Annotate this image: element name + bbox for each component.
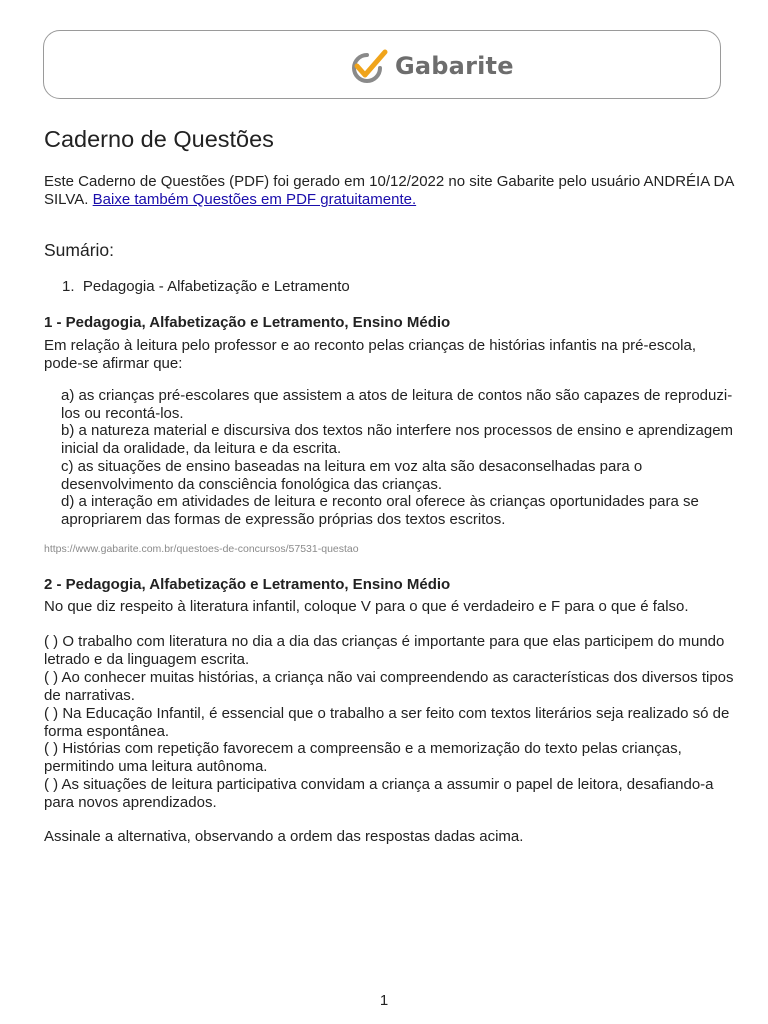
page-title: Caderno de Questões [44, 126, 274, 152]
summary-list [62, 278, 350, 295]
summary-item-number: 1. [62, 278, 75, 295]
option-a: a) as crianças pré-escolares que assistem a atos de leitura de contos não são capazes de reproduzi-los ou recontá-los. [61, 387, 733, 422]
tf-statement: ( ) Ao conhecer muitas histórias, a criança não vai compreendendo as características dos diversos tipos de narrativas. [44, 668, 734, 704]
tf-statement: ( ) O trabalho com literatura no dia a dia das crianças é importante para que elas participem do mundo letrado e da linguagem escrita. [44, 633, 725, 668]
question-1-statement: Em relação à leitura pelo professor e ao reconto pelas crianças de histórias infantis na pré-escola, pode-se afirmar que: [44, 337, 697, 372]
question-2-statement: No que diz respeito à literatura infantil, coloque V para o que é verdadeiro e F para o que é falso. [44, 598, 689, 615]
option-d: d) a interação em atividades de leitura e reconto oral oferece às crianças oportunidades para se apropriarem das formas de expressão próprias dos textos escritos. [61, 493, 699, 528]
header-logo-box [43, 30, 721, 99]
question-2-statements [44, 633, 734, 812]
question-1-heading: 1 - Pedagogia, Alfabetização e Letramento, Ensino Médio [44, 314, 451, 331]
tf-statement: ( ) As situações de leitura participativa convidam a criança a assumir o papel de leitora, desafiando-a para novos aprendizados. [44, 776, 714, 812]
intro-text: Este Caderno de Questões (PDF) foi gerado em 10/12/2022 no site Gabarite pelo usuário ANDRÉIA DA SILVA. [44, 173, 734, 208]
summary-item[interactable] [62, 278, 350, 295]
option-b: b) a natureza material e discursiva dos textos não interfere nos processos de ensino e aprendizagem inicial da oralidade, da leitura e da escrita. [61, 422, 734, 458]
checkmark-logo-icon [349, 48, 389, 84]
tf-statement: ( ) Na Educação Infantil, é essencial que o trabalho a ser feito com textos literários seja realizado só de forma espontânea. [44, 704, 730, 740]
summary-title: Sumário: [44, 240, 115, 260]
option-c: c) as situações de ensino baseadas na leitura em voz alta são desaconselhadas para o desenvolvimento da consciência fonológica das crianças. [61, 457, 643, 493]
tf-statement: ( ) Histórias com repetição favorecem a compreensão e a memorização do texto pelas crianças, permitindo uma leitura autônoma. [44, 740, 682, 776]
logo-text: Gabarite [395, 52, 514, 80]
gabarite-logo[interactable] [349, 48, 514, 84]
question-1-source-link[interactable]: https://www.gabarite.com.br/questoes-de-concursos/57531-questao [44, 543, 359, 555]
page-number: 1 [379, 992, 389, 1009]
summary-item-label: Pedagogia - Alfabetização e Letramento [82, 278, 350, 295]
question-2-closing: Assinale a alternativa, observando a ordem das respostas dadas acima. [44, 828, 524, 845]
question-1-options [61, 387, 741, 529]
question-2-heading: 2 - Pedagogia, Alfabetização e Letramento, Ensino Médio [44, 576, 451, 593]
download-pdf-link[interactable]: Baixe também Questões em PDF gratuitamente. [92, 191, 417, 208]
intro-paragraph [44, 173, 734, 209]
